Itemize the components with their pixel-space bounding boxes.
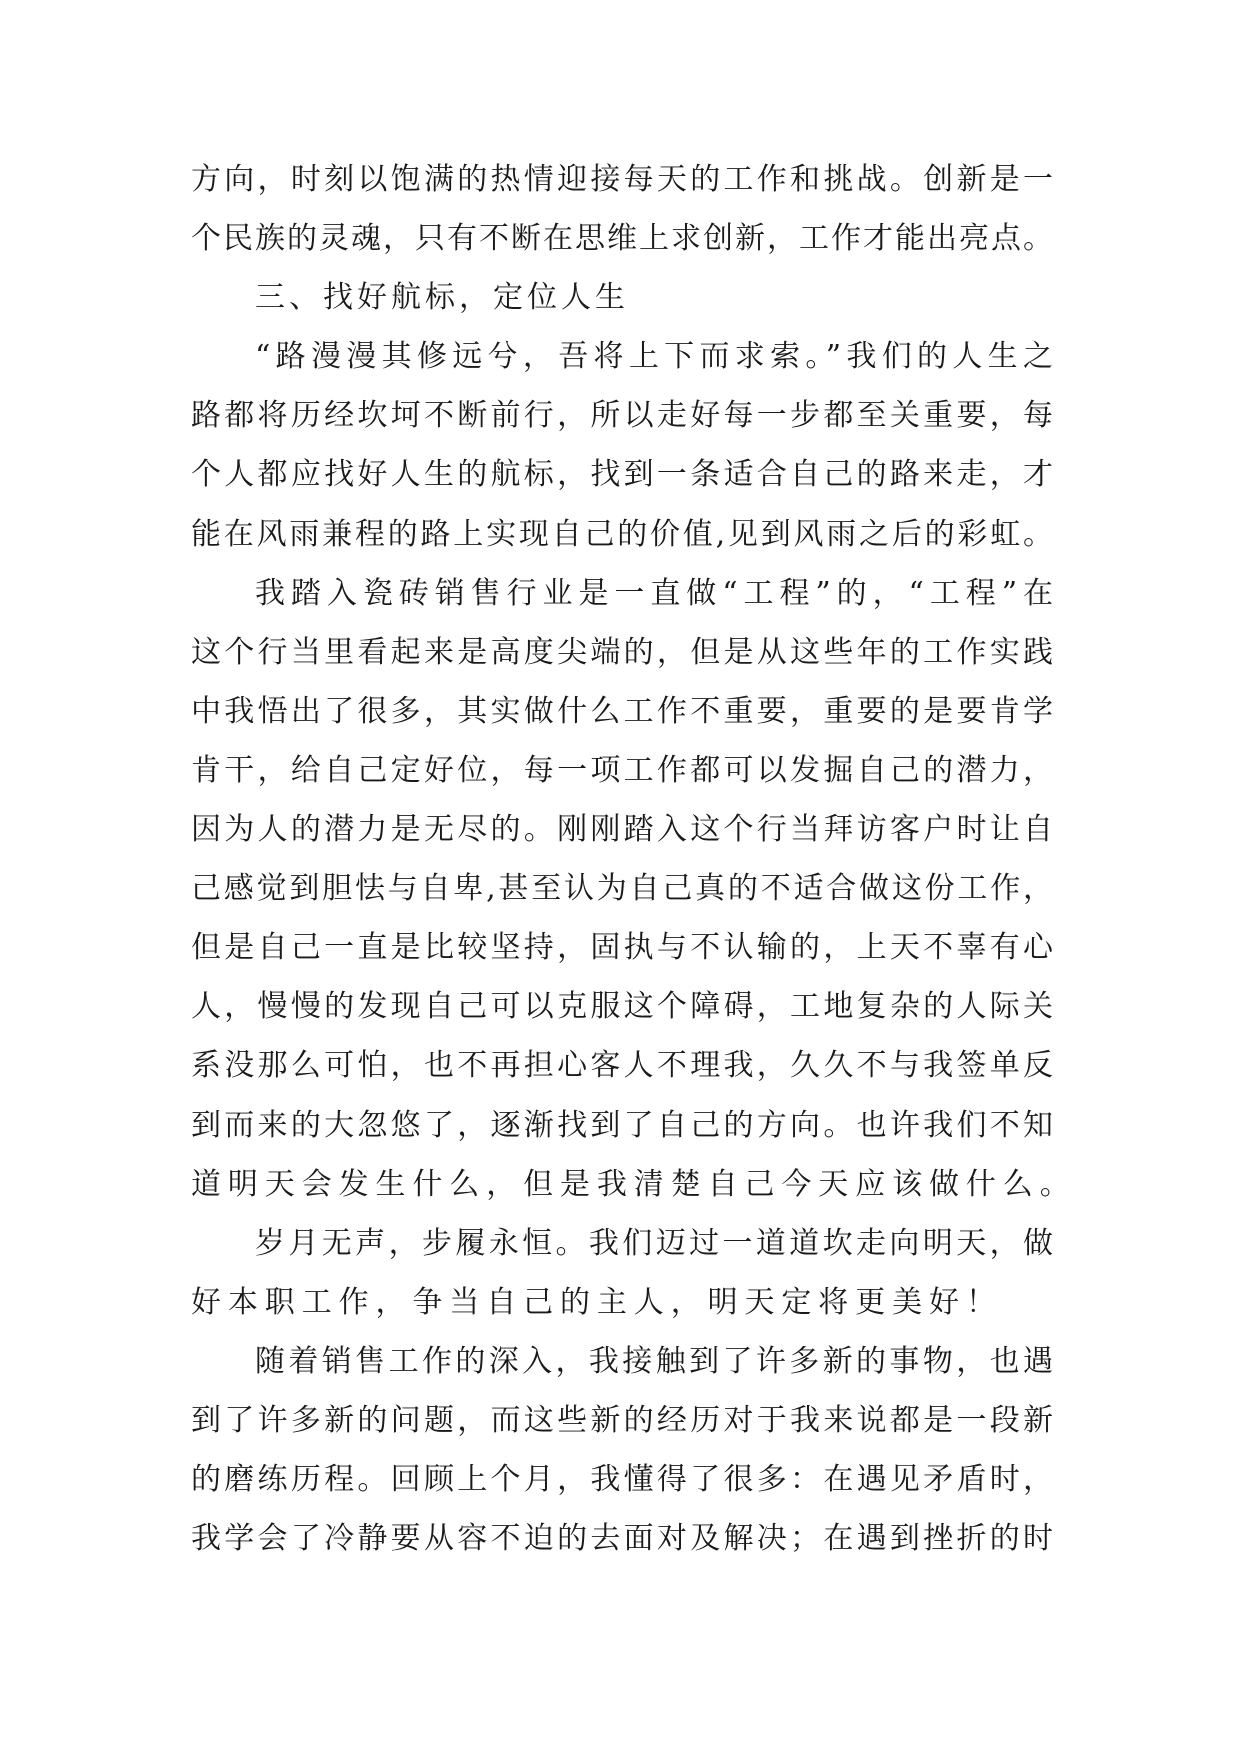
text-line: 到了许多新的问题，而这些新的经历对于我来说都是一段新	[191, 1402, 1053, 1438]
text-line: 道明天会发生什么，但是我清楚自己今天应该做什么。	[191, 1166, 1077, 1202]
document-page	[191, 150, 1077, 1568]
text-line: 因为人的潜力是无尽的。刚刚踏入这个行当拜访客户时让自	[191, 812, 1053, 848]
text-line: 我学会了冷静要从容不迫的去面对及解决；在遇到挫折的时	[191, 1521, 1053, 1557]
text-line: 系没那么可怕，也不再担心客人不理我，久久不与我签单反	[191, 1048, 1053, 1084]
text-line: 好本职工作，争当自己的主人，明天定将更美好！	[191, 1284, 1003, 1320]
text-line: 肯干，给自己定好位，每一项工作都可以发掘自己的潜力，	[191, 752, 1053, 788]
text-line: 这个行当里看起来是高度尖端的，但是从这些年的工作实践	[191, 634, 1053, 670]
text-line: “路漫漫其修远兮，吾将上下而求索。”我们的人生之	[255, 339, 1053, 375]
text-line: 己感觉到胆怯与自卑,甚至认为自己真的不适合做这份工作，	[191, 871, 1053, 907]
text-line: 能在风雨兼程的路上实现自己的价值,见到风雨之后的彩虹。	[191, 516, 1053, 552]
text-line: 但是自己一直是比较坚持，固执与不认输的，上天不辜有心	[191, 930, 1053, 966]
text-line: 个民族的灵魂，只有不断在思维上求创新，工作才能出亮点。	[191, 221, 1053, 257]
text-line: 岁月无声，步履永恒。我们迈过一道道坎走向明天，做	[255, 1225, 1053, 1261]
text-line: 我踏入瓷砖销售行业是一直做“工程”的，“工程”在	[255, 575, 1053, 611]
section-heading: 三、找好航标，定位人生	[255, 280, 629, 316]
text-line: 的磨练历程。回顾上个月，我懂得了很多：在遇见矛盾时，	[191, 1462, 1053, 1498]
text-line: 到而来的大忽悠了，逐渐找到了自己的方向。也许我们不知	[191, 1107, 1053, 1143]
text-line: 人，慢慢的发现自己可以克服这个障碍，工地复杂的人际关	[191, 989, 1053, 1025]
text-line: 个人都应找好人生的航标，找到一条适合自己的路来走，才	[191, 457, 1053, 493]
text-line: 随着销售工作的深入，我接触到了许多新的事物，也遇	[255, 1343, 1053, 1379]
text-line: 方向，时刻以饱满的热情迎接每天的工作和挑战。创新是一	[191, 162, 1053, 197]
text-line: 路都将历经坎坷不断前行，所以走好每一步都至关重要，每	[191, 398, 1053, 434]
text-line: 中我悟出了很多，其实做什么工作不重要，重要的是要肯学	[191, 693, 1053, 729]
